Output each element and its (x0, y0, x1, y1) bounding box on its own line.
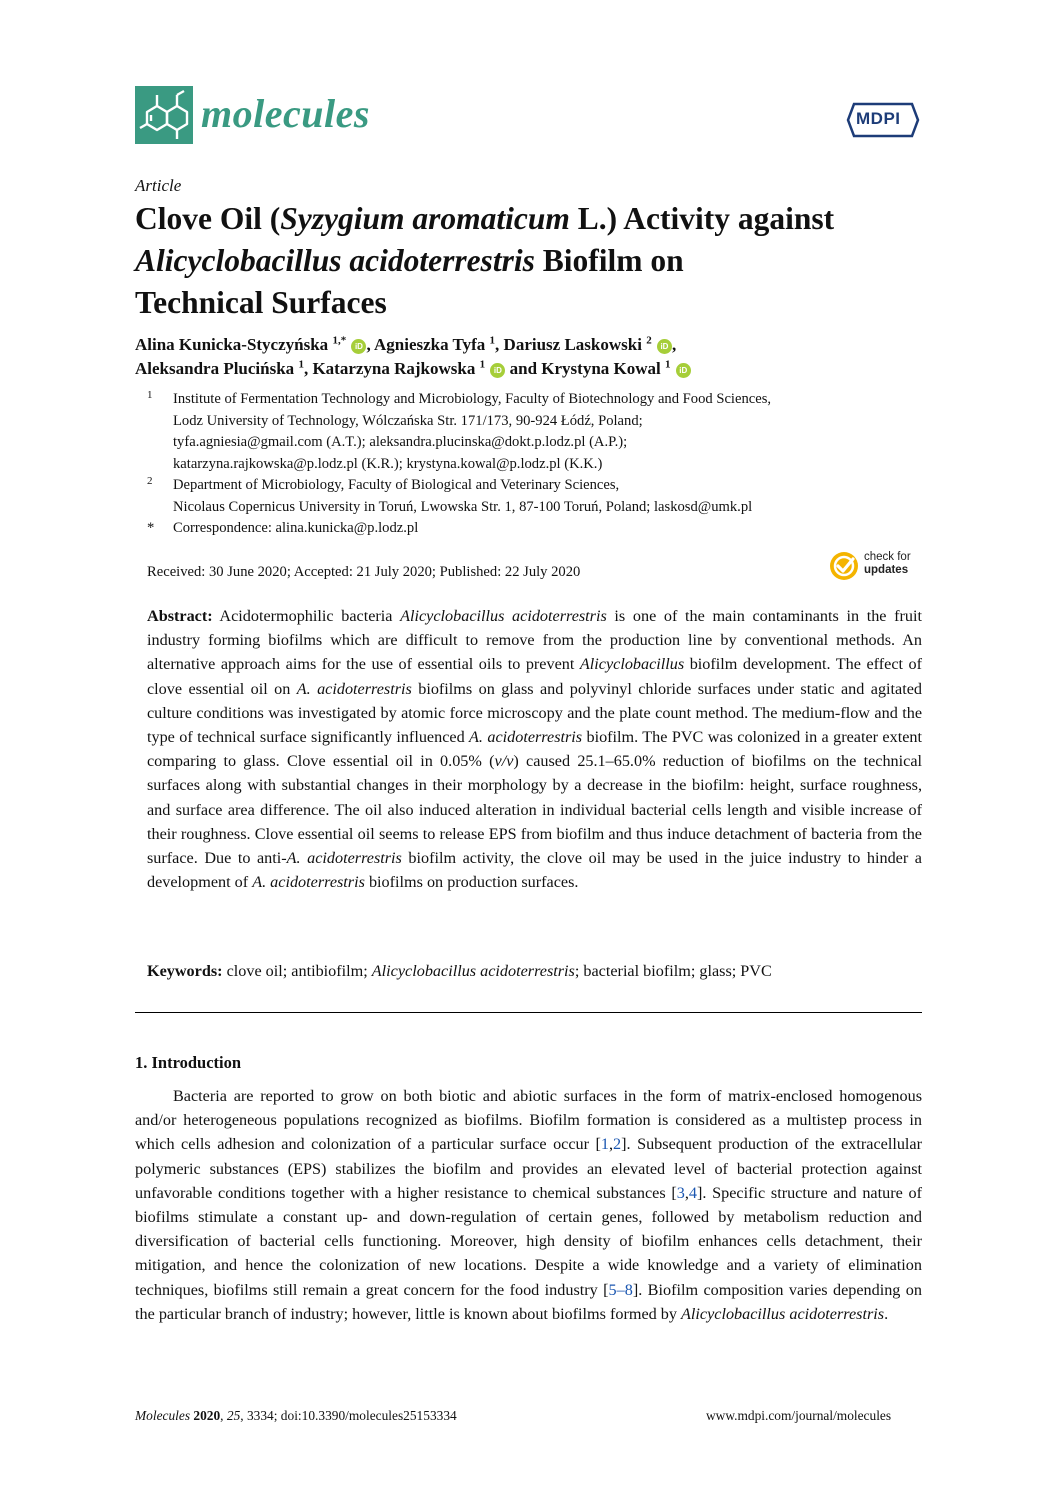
abstract-text: Acidotermophilic bacteria (212, 607, 401, 625)
intro-text: Bacteria are reported to grow on both biotic and abiotic surfaces in the form of matrix-enclosed homogenous and/or heterogeneous populations recognized as biofilms. Biofilm formation is considered as a multistep process in which cells adhesion and colonization of a particular surface occur [ (135, 1087, 922, 1154)
author-affiliation-sup: 1 (479, 358, 486, 371)
checkmark-icon (828, 550, 860, 582)
affiliation-1 (173, 389, 933, 475)
author-affiliation-sup: 2 (646, 334, 652, 347)
keywords (147, 962, 922, 981)
title-part: L.) Activity against (569, 201, 835, 236)
abstract-text: biofilms on production surfaces. (364, 873, 579, 892)
citation-link[interactable]: 5–8 (608, 1280, 633, 1299)
abstract-species: A. acidoterrestris (469, 728, 583, 747)
keywords-label: Keywords: (147, 962, 223, 980)
check-updates-text (864, 551, 911, 577)
affiliation-marker: 2 (147, 475, 153, 487)
title-species: Alicyclobacillus acidoterrestris (135, 243, 535, 278)
author-name[interactable]: Alina Kunicka-Styczyńska (135, 335, 329, 354)
mdpi-text: MDPI (856, 109, 901, 128)
correspondence-email[interactable]: Correspondence: alina.kunicka@p.lodz.pl (173, 520, 419, 536)
orcid-icon[interactable]: iD (490, 363, 505, 378)
journal-logo (135, 86, 435, 148)
abstract-species: Alicyclobacillus (579, 655, 685, 674)
author-separator: , (366, 335, 374, 354)
publication-dates: Received: 30 June 2020; Accepted: 21 July 2020; Published: 22 July 2020 (147, 564, 581, 580)
abstract-text: biofilms on glass and polyvinyl chloride surfaces under static and agitated culture conditions was investigated by atomic force microscopy and the plate count method. The medium-flow and the type of technical surface significantly influenced (147, 679, 922, 747)
molecule-hexagon-icon (135, 86, 193, 144)
affiliation-line: Institute of Fermentation Technology and Microbiology, Faculty of Biotechnology and Food Sciences, (173, 391, 772, 407)
title-species: Syzygium aromaticum (280, 201, 570, 236)
orcid-icon[interactable]: iD (657, 339, 672, 354)
abstract-unit: v/v (494, 752, 514, 771)
author-separator: , (671, 335, 677, 354)
keywords-species: Alicyclobacillus acidoterrestris (371, 962, 575, 980)
footer-volume: 25 (226, 1408, 241, 1423)
affiliation-marker: 1 (147, 389, 153, 401)
citation-link[interactable]: 1 (600, 1135, 609, 1154)
citation-link[interactable]: 3 (676, 1183, 685, 1202)
citation-link[interactable]: 4 (688, 1183, 697, 1202)
author-name[interactable]: Krystyna Kowal (541, 359, 661, 378)
abstract-species: A. acidoterrestris (296, 679, 412, 698)
check-updates-line: updates (864, 564, 909, 576)
abstract-text: is one of the main contaminants in the fruit industry forming biofilms which are difficult to remove from the production line by conventional methods. An alternative approach aims for the use of essential oils to prevent (147, 607, 922, 674)
author-affiliation-sup: 1 (489, 334, 496, 347)
abstract (147, 604, 922, 894)
abstract-species: Alicyclobacillus acidoterrestris (400, 607, 607, 625)
intro-text: ]. Subsequent production of the extracellular polymeric substances (EPS) stabilizes the biofilm and provides an elevated level of bacterial protection against unfavorable conditions together with a higher resistance to chemical substances [ (135, 1135, 922, 1202)
title-part: Clove Oil ( (135, 201, 281, 236)
abstract-label: Abstract: (147, 607, 213, 625)
intro-text: , (609, 1135, 614, 1154)
author-name[interactable]: Agnieszka Tyfa (374, 335, 486, 354)
section-heading: 1. Introduction (135, 1053, 242, 1072)
check-for-updates-badge[interactable] (828, 548, 928, 584)
footer-citation: Molecules 2020, 25, 3334; doi:10.3390/molecules25153334 (135, 1408, 457, 1423)
abstract-text: biofilm activity, the clove oil may be used in the juice industry to hinder a development of (147, 849, 922, 892)
abstract-text: biofilm development. The effect of clove essential oil on (147, 655, 923, 698)
correspondence-marker: * (147, 520, 155, 536)
affiliation-line: Lodz University of Technology, Wólczańska Str. 171/173, 90-924 Łódź, Poland; (173, 412, 643, 429)
abstract-text: ) caused 25.1–65.0% reduction of biofilms on the technical surfaces along with substantial changes in their morphology by a decrease in the biofilm: height, surface roughness, and surface area difference. The oil also induced alteration in individual bacterial cells length and visible increase of their roughness. Clove essential oil seems to release EPS from biofilm and thus induce detachment of bacteria from the surface. Due to anti- (147, 752, 922, 868)
keywords-text: ; bacterial biofilm; glass; PVC (574, 962, 772, 980)
abstract-species: A. acidoterrestris (286, 849, 402, 868)
author-name[interactable]: Aleksandra Plucińska (135, 359, 295, 378)
title-part: Biofilm on (534, 243, 684, 278)
orcid-icon[interactable]: iD (676, 363, 691, 378)
orcid-icon[interactable]: iD (351, 339, 366, 354)
journal-name: molecules (201, 91, 370, 136)
title-part: Technical Surfaces (135, 285, 387, 320)
affiliation-emails[interactable]: tyfa.agniesia@gmail.com (A.T.); aleksandra.plucinska@dokt.p.lodz.pl (A.P.); (173, 434, 628, 450)
author-name[interactable]: Katarzyna Rajkowska (312, 359, 476, 378)
author-affiliation-sup: 1 (665, 358, 671, 371)
footer-journal: Molecules (135, 1408, 191, 1423)
footer-year: 2020 (190, 1408, 221, 1423)
abstract-text: biofilm. The PVC was colonized in a greater extent comparing to glass. Clove essential oil in 0.05% ( (147, 728, 922, 771)
affiliation-2 (173, 475, 933, 518)
intro-text: . (884, 1304, 889, 1323)
check-updates-line: check for (864, 551, 911, 563)
author-affiliation-sup: 1 (298, 358, 304, 371)
introduction-paragraph (135, 1084, 922, 1326)
citation-link[interactable]: 2 (613, 1135, 622, 1154)
affiliation-line: Nicolaus Copernicus University in Toruń, Lwowska Str. 1, 87-100 Toruń, Poland; laskosd@umk.pl (173, 498, 753, 515)
author-name[interactable]: Dariusz Laskowski (503, 335, 642, 354)
mdpi-logo (846, 100, 920, 140)
abstract-species: A. acidoterrestris (252, 873, 365, 892)
keywords-text: clove oil; antibiofilm; (222, 962, 372, 980)
author-separator: , (495, 335, 504, 354)
author-separator: , (303, 359, 313, 378)
intro-text: ]. Specific structure and nature of biofilms stimulate a constant up- and down-regulation of certain genes, followed by metabolism reduction and diversification of bacterial cells functioning. Moreover, high density of biofilm enhances cells detachment, their mitigation, and hence the colonization of new locations. Despite a wide knowledge and a variety of elimination techniques, biofilms still remain a great concern for the food industry [ (135, 1183, 922, 1299)
paper-title (135, 198, 925, 324)
affiliation-emails[interactable]: katarzyna.rajkowska@p.lodz.pl (K.R.); krystyna.kowal@p.lodz.pl (K.K.) (173, 455, 603, 472)
intro-text: , (684, 1183, 689, 1202)
article-type: Article (135, 176, 182, 195)
author-separator: and (505, 359, 542, 378)
footer-doi[interactable]: , 3334; doi:10.3390/molecules25153334 (240, 1408, 457, 1423)
correspondence (173, 518, 933, 540)
section-divider (135, 1012, 922, 1013)
affiliation-line: Department of Microbiology, Faculty of Biological and Veterinary Sciences, (173, 477, 620, 493)
author-affiliation-sup: 1,* (332, 334, 347, 347)
intro-species: Alicyclobacillus acidoterrestris (681, 1304, 885, 1323)
author-list (135, 333, 935, 381)
intro-text: ]. Biofilm composition varies depending on the particular branch of industry; however, little is known about biofilms formed by (135, 1280, 922, 1323)
footer-url[interactable]: www.mdpi.com/journal/molecules (706, 1408, 892, 1423)
